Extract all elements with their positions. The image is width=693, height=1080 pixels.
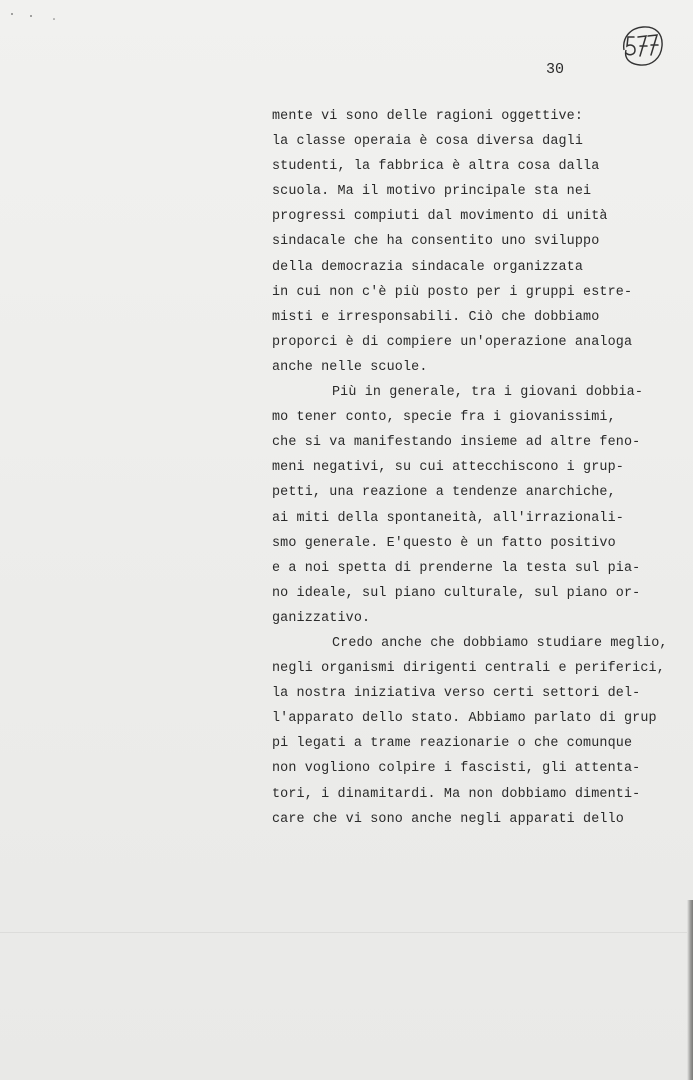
text-line: e a noi spetta di prenderne la testa sul pia- [272,560,641,576]
text-line: petti, una reazione a tendenze anarchiche, [272,485,616,501]
text-line: scuola. Ma il motivo principale sta nei [272,184,592,200]
text-line: proporci è di compiere un'operazione analoga [272,334,633,350]
text-line: sindacale che ha consentito uno sviluppo [272,234,600,250]
text-line: ai miti della spontaneità, all'irrazionali- [272,510,624,526]
text-line: l'apparato dello stato. Abbiamo parlato di grup [272,711,657,727]
text-line: che si va manifestando insieme ad altre feno- [272,435,641,451]
text-line: misti e irresponsabili. Ciò che dobbiamo [272,309,600,325]
page-number: 30 [546,61,565,78]
text-line: mente vi sono delle ragioni oggettive: [272,109,584,124]
text-line: progressi compiuti dal movimento di unità [272,209,608,225]
text-line: Più in generale, tra i giovani dobbia- [332,385,644,401]
text-line: smo generale. E'questo è un fatto positivo [272,535,616,551]
text-line: pi legati a trame reazionarie o che comunque [272,736,633,752]
text-line: mo tener conto, specie fra i giovanissimi, [272,410,616,426]
scan-fold-line [0,932,693,933]
archive-stamp-icon [616,20,668,72]
scan-specks [0,0,80,30]
scan-edge-shadow [687,900,693,1080]
text-line: in cui non c'è più posto per i gruppi estre- [272,284,633,300]
archive-stamp [616,20,668,72]
text-line: non vogliono colpire i fascisti, gli attenta- [272,761,641,777]
text-line: care che vi sono anche negli apparati dello [272,811,624,827]
text-line: negli organismi dirigenti centrali e periferici, [272,661,665,677]
text-line: anche nelle scuole. [272,359,428,375]
text-line: la nostra iniziativa verso certi settori del- [272,686,641,702]
text-line: della democrazia sindacale organizzata [272,259,584,275]
text-line: meni negativi, su cui attecchiscono i grup- [272,460,624,476]
text-line: Credo anche che dobbiamo studiare meglio, [332,635,668,651]
body-text [272,104,682,832]
text-line: la classe operaia è cosa diversa dagli [272,134,584,150]
text-line: no ideale, sul piano culturale, sul piano or- [272,585,641,601]
text-line: studenti, la fabbrica è altra cosa dalla [272,159,600,175]
text-line: tori, i dinamitardi. Ma non dobbiamo dimenti- [272,786,641,802]
text-line: ganizzativo. [272,610,371,626]
